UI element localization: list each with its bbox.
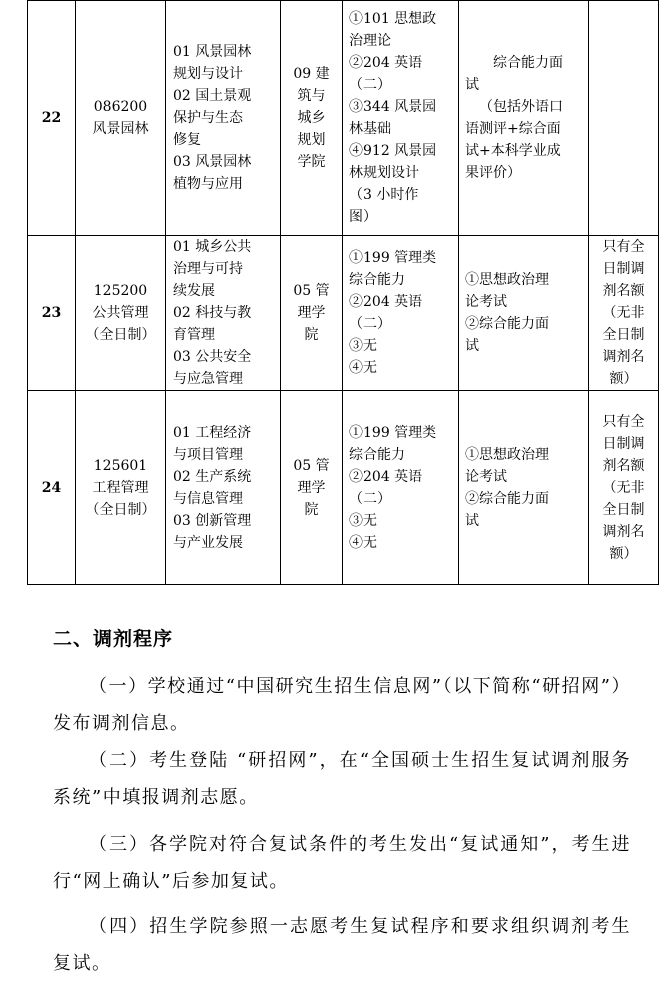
cell-line: 果评价） <box>465 165 521 181</box>
cell-line: ④912 风景园 <box>349 143 437 159</box>
paragraph-3: （三）各学院对符合复试条件的考生发出“复试通知”，考生进行“网上确认”后参加复试。 <box>53 834 631 892</box>
cell-line: （二） <box>349 316 391 332</box>
cell-line: ①101 思想政 <box>349 11 437 27</box>
cell-line: 公共管理 <box>92 305 149 321</box>
note-cell <box>589 236 659 391</box>
cell-line: 规划与设计 <box>173 66 243 82</box>
cell-line: ①思想政治理 <box>465 272 549 288</box>
cell-line: 理学 <box>297 479 326 496</box>
paragraph-4: （四）招生学院参照一志愿考生复试程序和要求组织调剂考生复试。 <box>53 916 631 974</box>
cell-line: 125200 <box>93 283 148 299</box>
cell-line: 学院 <box>297 154 326 170</box>
cell-line: 02 生产系统 <box>173 468 252 485</box>
exam-subjects-cell <box>343 236 459 391</box>
cell-line: 调剂名 <box>602 523 645 540</box>
cell-line: 语测评+综合面 <box>465 121 561 137</box>
cell-line: 剂名额 <box>602 283 645 299</box>
table-row <box>28 1 659 236</box>
cell-line: 22 <box>41 110 62 126</box>
cell-line: 图） <box>349 209 377 225</box>
cell-line: 植物与应用 <box>173 176 243 192</box>
retest-subjects-cell <box>459 236 589 391</box>
cell-line: 只有全 <box>602 413 645 430</box>
table-row <box>28 236 659 391</box>
exam-subjects-cell <box>343 391 459 585</box>
major-cell <box>76 236 166 391</box>
cell-line: 01 工程经济 <box>173 424 252 441</box>
research-direction-cell <box>166 1 281 236</box>
research-direction-cell <box>166 391 281 585</box>
major-cell <box>76 1 166 236</box>
cell-line: 05 管 <box>293 457 330 474</box>
cell-line: 育管理 <box>173 327 215 343</box>
cell-line: 全日制 <box>602 501 645 518</box>
exam-subjects-cell <box>343 1 459 236</box>
note-cell <box>589 1 659 236</box>
cell-line: 日制调 <box>602 261 645 277</box>
school-cell <box>281 391 343 585</box>
cell-line: 日制调 <box>602 435 645 452</box>
cell-line: 02 科技与教 <box>173 305 252 321</box>
cell-line: 试 <box>465 512 479 529</box>
cell-line: ②综合能力面 <box>465 490 549 507</box>
cell-line: 修复 <box>173 132 201 148</box>
cell-line: 林规划设计 <box>349 165 419 181</box>
cell-line: （无非 <box>602 479 645 496</box>
cell-line: 综合能力面 <box>493 55 563 71</box>
cell-line: 综合能力 <box>349 272 405 288</box>
cell-line: （全日制） <box>85 501 156 518</box>
cell-line: （包括外语口 <box>479 99 563 115</box>
cell-line: 论考试 <box>465 468 507 485</box>
cell-line: 保护与生态 <box>173 110 243 126</box>
cell-line: 额） <box>609 371 638 387</box>
cell-line: 工程管理 <box>92 479 149 496</box>
cell-line: 与信息管理 <box>173 490 243 507</box>
cell-line: ①思想政治理 <box>465 446 549 463</box>
cell-line: （无非 <box>602 305 645 321</box>
cell-line: （3 小时作 <box>349 187 419 203</box>
cell-line: ④无 <box>349 534 377 551</box>
row-number-cell <box>28 236 76 391</box>
cell-line: 24 <box>41 479 62 496</box>
retest-subjects-cell <box>459 391 589 585</box>
cell-line: 05 管 <box>293 283 330 299</box>
school-cell <box>281 1 343 236</box>
major-cell <box>76 391 166 585</box>
cell-line: 剂名额 <box>602 457 645 474</box>
cell-line: 风景园林 <box>92 121 149 137</box>
cell-line: 综合能力 <box>349 446 405 463</box>
cell-line: ②综合能力面 <box>465 316 549 332</box>
cell-line: 03 风景园林 <box>173 154 252 170</box>
cell-line: 院 <box>304 501 319 518</box>
cell-line: 03 公共安全 <box>173 349 252 365</box>
adjustment-majors-table <box>27 0 659 585</box>
paragraph-1: （一）学校通过“中国研究生招生信息网”（以下简称“研招网”）发布调剂信息。 <box>53 676 631 734</box>
cell-line: 治理与可持 <box>173 261 243 277</box>
cell-line: 院 <box>304 327 319 343</box>
cell-line: ②204 英语 <box>349 55 423 71</box>
cell-line: 03 创新管理 <box>173 512 252 529</box>
row-number-cell <box>28 391 76 585</box>
cell-line: 城乡 <box>297 110 326 126</box>
cell-line: 论考试 <box>465 294 507 310</box>
cell-line: 全日制 <box>602 327 645 343</box>
cell-line: 02 国土景观 <box>173 88 252 104</box>
cell-line: 调剂名 <box>602 349 645 365</box>
cell-line: （二） <box>349 77 391 93</box>
cell-line: ④无 <box>349 360 377 376</box>
cell-line: ②204 英语 <box>349 294 423 310</box>
cell-line: 续发展 <box>173 283 215 299</box>
cell-line: （全日制） <box>85 327 156 343</box>
cell-line: 试+本科学业成 <box>465 143 561 159</box>
cell-line: 与产业发展 <box>173 534 243 551</box>
cell-line: 与应急管理 <box>173 371 243 387</box>
cell-line: 治理论 <box>349 33 391 49</box>
note-cell <box>589 391 659 585</box>
cell-line: 试 <box>465 338 479 354</box>
cell-line: 23 <box>41 305 62 321</box>
cell-line: 与项目管理 <box>173 446 243 463</box>
cell-line: 只有全 <box>602 239 645 255</box>
cell-line: ③344 风景园 <box>349 99 437 115</box>
cell-line: ①199 管理类 <box>349 424 437 441</box>
paragraph-2: （二）考生登陆 “研招网”，在“全国硕士生招生复试调剂服务系统”中填报调剂志愿。 <box>53 750 631 808</box>
cell-line: 额） <box>609 545 638 562</box>
retest-subjects-cell <box>459 1 589 236</box>
cell-line: 01 城乡公共 <box>173 239 252 255</box>
cell-line: 125601 <box>93 457 148 474</box>
cell-line: ③无 <box>349 338 377 354</box>
cell-line: ②204 英语 <box>349 468 423 485</box>
school-cell <box>281 236 343 391</box>
cell-line: 086200 <box>93 99 148 115</box>
cell-line: ①199 管理类 <box>349 250 437 266</box>
cell-line: 规划 <box>297 132 326 148</box>
row-number-cell <box>28 1 76 236</box>
cell-line: 筑与 <box>297 88 326 104</box>
section-title: 二、调剂程序 <box>53 628 174 650</box>
cell-line: ③无 <box>349 512 377 529</box>
cell-line: 01 风景园林 <box>173 44 252 60</box>
cell-line: 林基础 <box>349 121 391 137</box>
cell-line: （二） <box>349 490 391 507</box>
table-row <box>28 391 659 585</box>
cell-line: 理学 <box>297 305 326 321</box>
cell-line: 试 <box>465 77 479 93</box>
research-direction-cell <box>166 236 281 391</box>
cell-line: 09 建 <box>293 66 330 82</box>
